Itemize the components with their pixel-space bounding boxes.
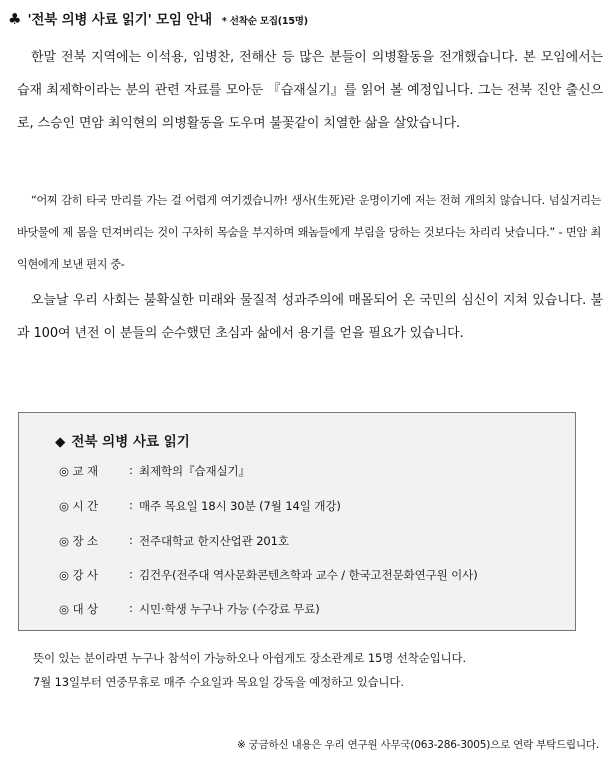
info-value: 김건우(전주대 역사문화콘텐츠학과 교수 / 한국고전문화연구원 이사) xyxy=(139,568,478,582)
info-row-textbook xyxy=(59,463,250,479)
info-label: ◎ 대 상 xyxy=(59,602,99,616)
info-separator: : xyxy=(129,601,133,615)
info-row-time xyxy=(59,498,341,514)
info-row-target xyxy=(59,601,320,617)
info-value: 전주대학교 한지산업관 201호 xyxy=(139,534,289,548)
closing-line-1: 뜻이 있는 분이라면 누구나 참석이 가능하오나 아쉽게도 장소관계로 15명 선착순입니다. xyxy=(33,651,466,665)
info-label: ◎ 교 재 xyxy=(59,464,99,478)
info-separator: : xyxy=(129,463,133,477)
page-title: '전북 의병 사료 읽기' 모임 안내 xyxy=(27,12,212,28)
closing-line-2: 7월 13일부터 연중무휴로 매주 수요일과 목요일 강독을 예정하고 있습니다. xyxy=(33,675,404,689)
contact-note: ※ 궁금하신 내용은 우리 연구원 사무국(063-286-3005)으로 연락 부탁드립니다. xyxy=(236,739,599,751)
info-box-title xyxy=(55,430,190,450)
info-value: 시민‧학생 누구나 가능 (수강료 무료) xyxy=(139,602,320,616)
info-label: ◎ 시 간 xyxy=(59,499,99,513)
info-separator: : xyxy=(129,533,133,547)
diamond-icon: ◆ xyxy=(55,434,66,450)
info-label: ◎ 장 소 xyxy=(59,534,99,548)
info-separator: : xyxy=(129,567,133,581)
intro-paragraph: 한말 전북 지역에는 이석용, 임병찬, 전해산 등 많은 분들이 의병활동을 전개했습니다. 본 모임에서는 습재 최제학이라는 분의 관련 자료를 모아둔 『습재실기』를 읽어 볼 예정입니다. 그는 전북 진안 출신으로, 스승인 면암 최익현의 의병활동을 도우며 불꽃같이 치열한 삶을 살았습니다. xyxy=(17,50,603,131)
info-value: 매주 목요일 18시 30분 (7월 14일 개강) xyxy=(139,499,341,513)
info-box xyxy=(18,412,576,631)
info-label: ◎ 강 사 xyxy=(59,568,99,582)
info-separator: : xyxy=(129,498,133,512)
info-value: 최제학의『습재실기』 xyxy=(139,464,250,478)
header xyxy=(8,8,308,28)
society-paragraph: 오늘날 우리 사회는 불확실한 미래와 물질적 성과주의에 매몰되어 온 국민의 심신이 지쳐 있습니다. 불과 100여 년전 이 분들의 순수했던 초심과 삶에서 용기를 얻을 필요가 있습니다. xyxy=(17,293,603,341)
info-row-lecturer xyxy=(59,567,478,583)
club-icon: ♣ xyxy=(8,10,22,28)
letter-quote: “어찌 감히 타국 만리를 가는 걸 어렵게 여기겠습니까! 생사(生死)란 운명이기에 저는 전혀 개의치 않습니다. 넘실거리는 바닷물에 제 몸을 던져버리는 것이 구차히 목숨을 부지하며 왜놈들에게 부림을 당하는 것보다는 차리리 낫습니다.” - 면암 최익현에게 보낸 편지 중- xyxy=(17,194,601,271)
info-row-place xyxy=(59,533,289,549)
info-box-title-text: 전북 의병 사료 읽기 xyxy=(71,434,190,450)
recruit-note: * 선착순 모집(15명) xyxy=(221,16,308,27)
